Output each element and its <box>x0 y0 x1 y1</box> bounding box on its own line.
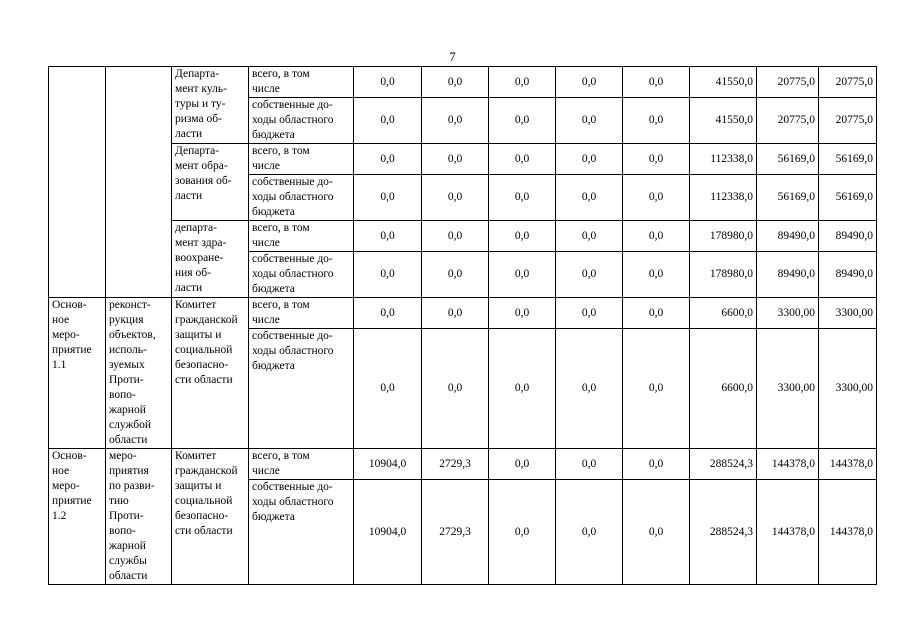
funding-source-cell: всего, в том числе <box>249 144 354 175</box>
value-cell: 0,0 <box>422 98 489 144</box>
value-cell: 0,0 <box>556 329 623 449</box>
value-cell: 0,0 <box>623 329 690 449</box>
value-cell: 0,0 <box>623 298 690 329</box>
value-cell: 0,0 <box>354 144 422 175</box>
value-cell: 56169,0 <box>757 144 819 175</box>
value-cell: 0,0 <box>556 252 623 298</box>
value-cell: 0,0 <box>556 449 623 480</box>
value-cell: 41550,0 <box>690 67 757 98</box>
activity-cell: Основ- ное меро- приятие 1.1 <box>49 298 106 449</box>
value-cell: 144378,0 <box>819 449 877 480</box>
value-cell: 0,0 <box>489 144 556 175</box>
value-cell: 288524,3 <box>690 480 757 585</box>
value-cell: 0,0 <box>489 480 556 585</box>
value-cell: 6600,0 <box>690 329 757 449</box>
value-cell: 0,0 <box>623 449 690 480</box>
value-cell: 89490,0 <box>819 221 877 252</box>
value-cell: 89490,0 <box>819 252 877 298</box>
value-cell: 0,0 <box>556 221 623 252</box>
table-row <box>49 449 877 480</box>
value-cell: 178980,0 <box>690 221 757 252</box>
value-cell: 288524,3 <box>690 449 757 480</box>
funding-source-cell: собственные до- ходы областного бюджета <box>249 175 354 221</box>
executor-cell: Департа- мент обра- зования об- ласти <box>172 144 249 221</box>
value-cell: 144378,0 <box>819 480 877 585</box>
table-row <box>49 144 877 175</box>
value-cell: 0,0 <box>422 175 489 221</box>
value-cell: 89490,0 <box>757 221 819 252</box>
funding-source-cell: собственные до- ходы областного бюджета <box>249 98 354 144</box>
value-cell: 0,0 <box>354 221 422 252</box>
value-cell: 56169,0 <box>819 144 877 175</box>
value-cell: 0,0 <box>556 175 623 221</box>
funding-source-cell: собственные до- ходы областного бюджета <box>249 329 354 449</box>
value-cell: 0,0 <box>623 221 690 252</box>
value-cell: 112338,0 <box>690 175 757 221</box>
table-row <box>49 67 877 98</box>
executor-cell: Комитет гражданской защиты и социальной безопасно- сти области <box>172 298 249 449</box>
value-cell: 20775,0 <box>819 98 877 144</box>
value-cell: 144378,0 <box>757 449 819 480</box>
value-cell: 0,0 <box>354 67 422 98</box>
value-cell: 6600,0 <box>690 298 757 329</box>
value-cell: 0,0 <box>623 98 690 144</box>
executor-cell: департа- мент здра- воохране- ния об- ласти <box>172 221 249 298</box>
funding-source-cell: всего, в том числе <box>249 221 354 252</box>
value-cell: 0,0 <box>422 67 489 98</box>
value-cell: 0,0 <box>556 67 623 98</box>
value-cell: 0,0 <box>489 67 556 98</box>
value-cell: 0,0 <box>489 449 556 480</box>
value-cell: 0,0 <box>422 144 489 175</box>
activity-cell: Основ- ное меро- приятие 1.2 <box>49 449 106 585</box>
description-cell <box>106 67 172 298</box>
funding-source-cell: всего, в том числе <box>249 67 354 98</box>
value-cell: 56169,0 <box>757 175 819 221</box>
value-cell: 0,0 <box>556 480 623 585</box>
value-cell: 0,0 <box>354 329 422 449</box>
value-cell: 0,0 <box>556 98 623 144</box>
value-cell: 0,0 <box>422 298 489 329</box>
page-number: 7 <box>449 49 456 64</box>
value-cell: 0,0 <box>489 298 556 329</box>
value-cell: 10904,0 <box>354 449 422 480</box>
value-cell: 0,0 <box>556 298 623 329</box>
value-cell: 0,0 <box>489 175 556 221</box>
value-cell: 89490,0 <box>757 252 819 298</box>
value-cell: 56169,0 <box>819 175 877 221</box>
value-cell: 0,0 <box>422 252 489 298</box>
value-cell: 10904,0 <box>354 480 422 585</box>
value-cell: 0,0 <box>354 98 422 144</box>
funding-source-cell: всего, в том числе <box>249 298 354 329</box>
value-cell: 0,0 <box>623 144 690 175</box>
executor-cell: Комитет гражданской защиты и социальной безопасно- сти области <box>172 449 249 585</box>
value-cell: 0,0 <box>354 252 422 298</box>
value-cell: 0,0 <box>354 175 422 221</box>
value-cell: 3300,00 <box>757 298 819 329</box>
description-cell: меро- приятия по разви- тию Проти- вопо- жарной службы области <box>106 449 172 585</box>
value-cell: 0,0 <box>422 329 489 449</box>
value-cell: 0,0 <box>556 144 623 175</box>
value-cell: 0,0 <box>623 480 690 585</box>
value-cell: 2729,3 <box>422 449 489 480</box>
value-cell: 20775,0 <box>757 67 819 98</box>
value-cell: 41550,0 <box>690 98 757 144</box>
value-cell: 0,0 <box>354 298 422 329</box>
value-cell: 3300,00 <box>757 329 819 449</box>
budget-table <box>48 66 877 585</box>
table-row <box>49 221 877 252</box>
value-cell: 144378,0 <box>757 480 819 585</box>
value-cell: 20775,0 <box>757 98 819 144</box>
value-cell: 3300,00 <box>819 329 877 449</box>
description-cell: реконст- рукция объектов, исполь- зуемых Проти- вопо- жарной службой области <box>106 298 172 449</box>
value-cell: 0,0 <box>489 329 556 449</box>
value-cell: 0,0 <box>623 175 690 221</box>
value-cell: 178980,0 <box>690 252 757 298</box>
value-cell: 3300,00 <box>819 298 877 329</box>
funding-source-cell: собственные до- ходы областного бюджета <box>249 480 354 585</box>
value-cell: 0,0 <box>489 221 556 252</box>
value-cell: 0,0 <box>489 98 556 144</box>
value-cell: 2729,3 <box>422 480 489 585</box>
table-row <box>49 298 877 329</box>
funding-source-cell: всего, в том числе <box>249 449 354 480</box>
value-cell: 112338,0 <box>690 144 757 175</box>
value-cell: 20775,0 <box>819 67 877 98</box>
value-cell: 0,0 <box>422 221 489 252</box>
value-cell: 0,0 <box>489 252 556 298</box>
value-cell: 0,0 <box>623 252 690 298</box>
value-cell: 0,0 <box>623 67 690 98</box>
activity-cell <box>49 67 106 298</box>
funding-source-cell: собственные до- ходы областного бюджета <box>249 252 354 298</box>
executor-cell: Департа- мент куль- туры и ту- ризма об- ласти <box>172 67 249 144</box>
